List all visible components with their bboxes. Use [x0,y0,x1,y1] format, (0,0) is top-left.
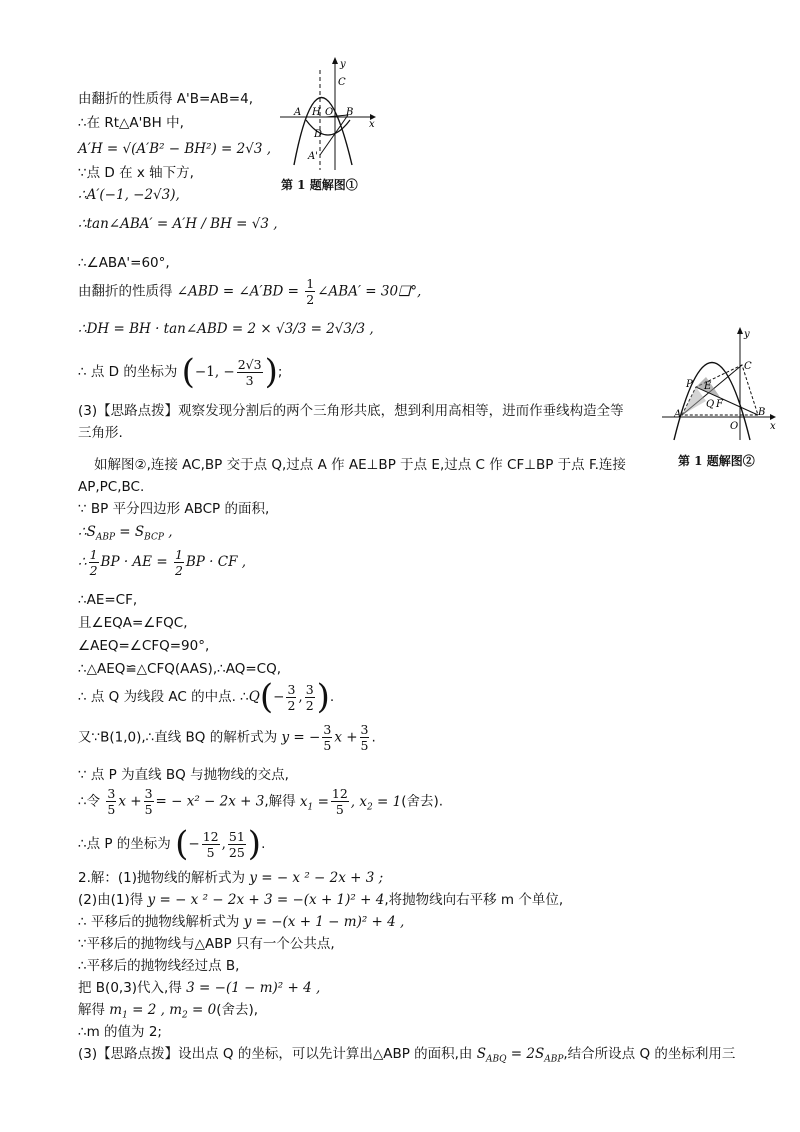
fig2-label-a: A [674,409,682,420]
fig2-label-x: x [770,421,776,432]
line-12a: 如解图②,连接 AC,BP 交于点 Q,过点 A 作 AE⊥BP 于点 E,过点 C 作 CF⊥BP 于点 F.连接 [94,457,626,473]
line-10-c: ; [277,364,283,380]
line-8 [78,276,421,307]
line-26-a: (2)由(1)得 [78,892,144,908]
line-6: ∴tan∠ABA′ = A′H / BH = √3 , [78,216,278,232]
fig1-label-a: A [294,107,302,118]
line-10-b: −1, − [194,364,235,380]
frac-half: $\frac{1}{2}$ [306,276,315,307]
figure-1-caption: 第 1 题解图① [281,178,358,192]
fig2-label-y: y [744,329,750,340]
line-20-a: ∴ 点 Q 为线段 AC 的中点. ∴ [78,689,249,705]
line-25-a: 2.解：(1)抛物线的解析式为 [78,870,246,886]
line-21-a: 又∵B(1,0),∴直线 BQ 的解析式为 [78,729,278,746]
line-27 [78,913,404,931]
figure-2 [660,325,780,443]
line-12b: AP,PC,BC. [78,479,145,495]
line-28: ∵平移后的抛物线与△ABP 只有一个公共点, [78,936,335,952]
line-23-b: ,解得 [264,793,296,810]
line-13: ∵ BP 平分四边形 ABCP 的面积, [78,501,270,517]
line-9: ∴DH = BH · tan∠ABD = 2 × √3/3 = 2√3/3 , [78,321,374,337]
line-19: ∴△AEQ≌△CFQ(AAS),∴AQ=CQ, [78,661,281,677]
fig1-label-x: x [369,119,375,130]
line-30-math: 3 = −(1 − m)² + 4 , [186,980,321,996]
fig2-label-b: B [758,407,766,418]
line-26 [78,891,563,909]
line-27-a: ∴ 平移后的抛物线解析式为 [78,914,240,930]
fig2-label-c: C [744,361,752,372]
line-31: 解得 $m_1 = 2$ , $m_2 = 0$(舍去), [78,1002,259,1021]
line-10: ∴ 点 D 的坐标为 (−1, − $\frac{2√3}{3}$ ); [78,352,283,392]
line-25-math: y = − x ² − 2x + 3 ; [249,870,384,886]
line-8-b: ∠ABD = ∠A′BD = [176,283,304,300]
fig1-label-h: H [312,107,321,118]
line-16: ∴AE=CF, [78,592,138,608]
line-31-a: 解得 [78,1002,105,1018]
line-24: ∴点 P 的坐标为 (− $\frac{12}{5}$ , $\frac{51}{25}$ ). [78,824,266,864]
line-8-c: ∠ABA′ = 30❑°, [317,283,422,300]
line-1: 由翻折的性质得 A'B=AB=4, [78,91,253,107]
line-22: ∵ 点 P 为直线 BQ 与抛物线的交点, [78,767,289,783]
figure-2-caption: 第 1 题解图② [678,454,755,468]
fig1-label-o: O [325,107,334,118]
line-15: ∴ $\frac{1}{2}$ BP · AE = $\frac{1}{2}$ BP · CF , [78,547,247,578]
line-33-a: (3)【思路点拨】设出点 Q 的坐标，可以先计算出△ABP 的面积,由 [78,1046,473,1062]
line-18: ∠AEQ=∠CFQ=90°, [78,638,210,654]
line-11a: (3)【思路点拨】观察发现分割后的两个三角形共底，想到利用高相等，进而作垂线构造全等 [78,403,624,419]
line-33: (3)【思路点拨】设出点 Q 的坐标，可以先计算出△ABP 的面积,由 $S_{ABQ} = 2S_{ABP}$,结合所设点 Q 的坐标利用三 [78,1046,736,1065]
line-23-a: ∴令 [78,793,101,810]
line-25 [78,869,383,887]
fig1-label-b: B [346,107,354,118]
line-3: A′H = √(A′B² − BH²) = 2√3 , [78,141,272,157]
line-32: ∴m 的值为 2; [78,1024,162,1040]
fig1-label-y: y [340,59,346,70]
frac-d-y: $\frac{2√3}{3}$ [237,356,262,388]
line-29: ∴平移后的抛物线经过点 B, [78,958,240,974]
line-23-c: (舍去). [401,793,444,810]
fig2-label-o: O [730,421,739,432]
line-2: ∴在 Rt△A'BH 中, [78,115,184,131]
fig1-label-a-prime: A' [308,151,318,162]
line-23: ∴令 $\frac{3}{5}$ x + $\frac{3}{5}$ = − x² − 2x + 3,解得 $x_1$ = $\frac{12}{5}$ , $x_2 = 1$(舍去). [78,786,444,817]
fig2-label-p: P [686,379,693,390]
line-7: ∴∠ABA'=60°, [78,255,170,271]
line-27-math: y = −(x + 1 − m)² + 4 , [243,914,405,930]
line-10-a: ∴ 点 D 的坐标为 [78,364,178,380]
fig1-label-d: D [314,129,323,140]
line-8-a: 由翻折的性质得 [78,283,173,300]
fig2-label-f: F [716,399,723,410]
line-30 [78,979,320,997]
line-26-math: y = − x ² − 2x + 3 = −(x + 1)² + 4 [147,892,385,908]
fig2-label-q: Q [706,399,715,410]
line-30-a: 把 B(0,3)代入,得 [78,980,182,996]
line-17: 且∠EQA=∠FQC, [78,615,188,631]
line-5: ∴A′(−1, −2√3), [78,187,180,203]
line-24-a: ∴点 P 的坐标为 [78,836,171,852]
line-33-b: ,结合所设点 Q 的坐标利用三 [563,1046,736,1062]
line-21: 又∵B(1,0),∴直线 BQ 的解析式为 y = − $\frac{3}{5}$ x + $\frac{3}{5}$ . [78,722,376,753]
fig2-label-e: E [704,381,712,392]
line-31-b: (舍去), [216,1002,259,1018]
line-14: $\therefore S_{ABP} = S_{BCP}$ , [78,524,173,543]
fig1-label-c: C [338,77,346,88]
line-26-b: ,将抛物线向右平移 m 个单位, [384,892,564,908]
line-11b: 三角形. [78,425,123,441]
line-4: ∵点 D 在 x 轴下方, [78,165,194,181]
figure-1 [280,55,380,173]
line-20: ∴ 点 Q 为线段 AC 的中点. ∴Q(− $\frac{3}{2}$ , $\frac{3}{2}$ ). [78,677,335,717]
